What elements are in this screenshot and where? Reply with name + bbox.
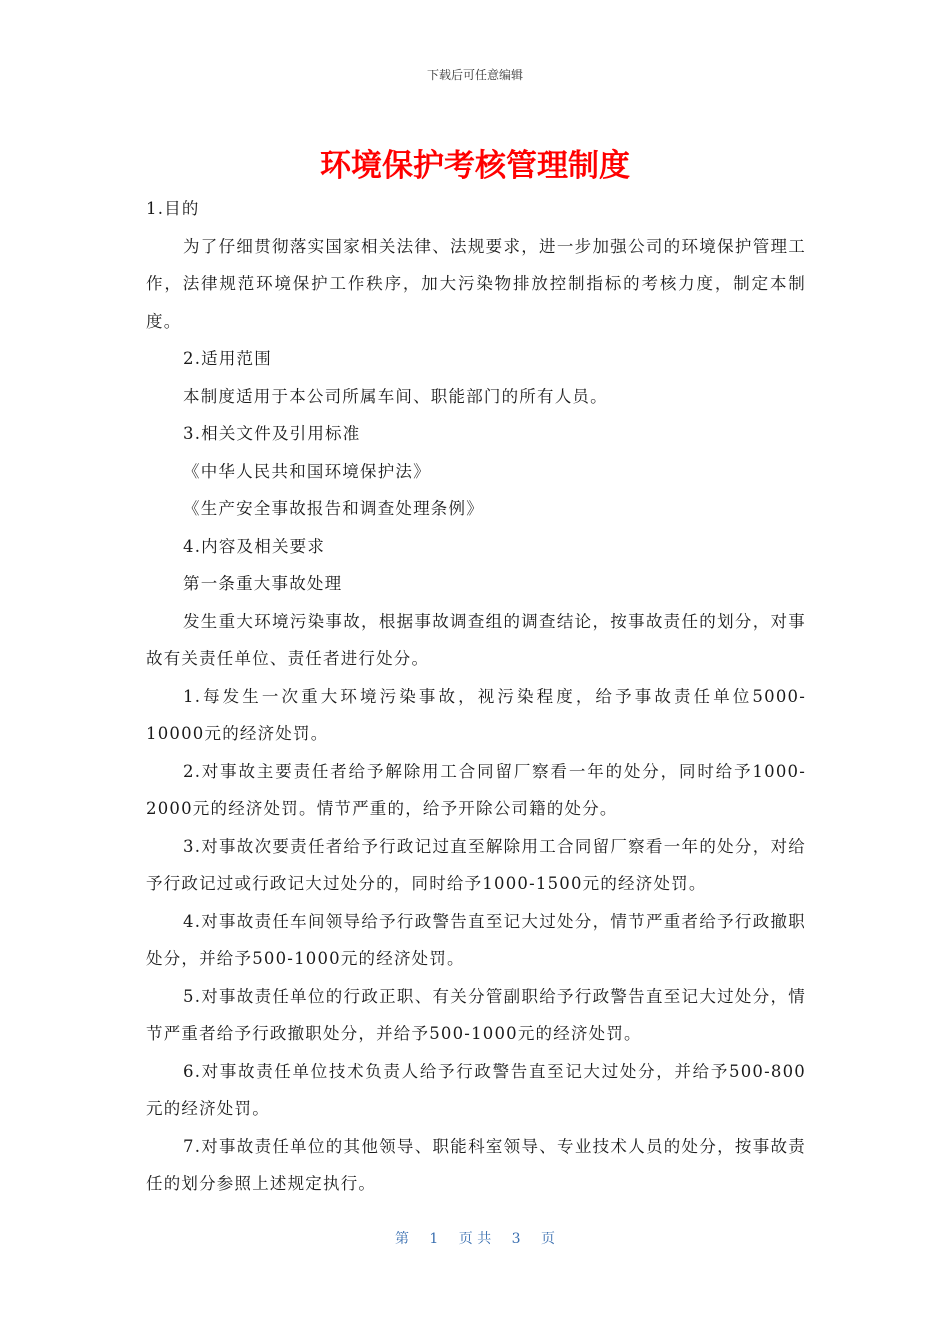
document-body (146, 190, 806, 1203)
page-footer (0, 1228, 950, 1248)
list-item: 7.对事故责任单位的其他领导、职能科室领导、专业技术人员的处分，按事故责任的划分参照上述规定执行。 (146, 1136, 806, 1193)
section-heading-requirements: 4.内容及相关要求 (183, 536, 326, 556)
paragraph-purpose: 为了仔细贯彻落实国家相关法律、法规要求，进一步加强公司的环境保护管理工作，法律规范环境保护工作秩序，加大污染物排放控制指标的考核力度，制定本制度。 (146, 236, 806, 331)
list-item: 6.对事故责任单位技术负责人给予行政警告直至记大过处分，并给予500-800元的经济处罚。 (146, 1061, 806, 1118)
page-label-middle: 页 共 (458, 1231, 492, 1247)
list-item: 2.对事故主要责任者给予解除用工合同留厂察看一年的处分，同时给予1000-2000元的经济处罚。情节严重的，给予开除公司籍的处分。 (146, 761, 806, 818)
paragraph-article-intro: 发生重大环境污染事故，根据事故调查组的调查结论，按事故责任的划分，对事故有关责任单位、责任者进行处分。 (146, 611, 806, 668)
article-heading: 第一条重大事故处理 (183, 574, 343, 593)
list-item: 5.对事故责任单位的行政正职、有关分管副职给予行政警告直至记大过处分，情节严重者给予行政撤职处分，并给予500-1000元的经济处罚。 (146, 986, 806, 1043)
page-label-suffix: 页 (541, 1231, 556, 1247)
page-label-prefix: 第 (394, 1231, 409, 1247)
section-heading-purpose: 1.目的 (146, 199, 200, 218)
document-title: 环境保护考核管理制度 (320, 148, 630, 184)
list-item: 3.对事故次要责任者给予行政记过直至解除用工合同留厂察看一年的处分，对给予行政记过或行政记大过处分的，同时给予1000-1500元的经济处罚。 (146, 836, 806, 893)
header-note: 下载后可任意编辑 (426, 68, 523, 82)
list-item: 1.每发生一次重大环境污染事故，视污染程度，给予事故责任单位5000-10000元的经济处罚。 (146, 686, 806, 743)
current-page-number: 1 (429, 1231, 439, 1247)
list-item: 4.对事故责任车间领导给予行政警告直至记大过处分，情节严重者给予行政撤职处分，并给予500-1000元的经济处罚。 (146, 911, 806, 968)
total-pages-number: 3 (511, 1231, 521, 1247)
section-heading-scope: 2.适用范围 (183, 349, 272, 368)
paragraph-scope: 本制度适用于本公司所属车间、职能部门的所有人员。 (183, 386, 608, 406)
section-heading-references: 3.相关文件及引用标准 (183, 424, 361, 443)
reference-item: 《中华人民共和国环境保护法》 (183, 461, 431, 481)
reference-item: 《生产安全事故报告和调查处理条例》 (183, 499, 484, 518)
